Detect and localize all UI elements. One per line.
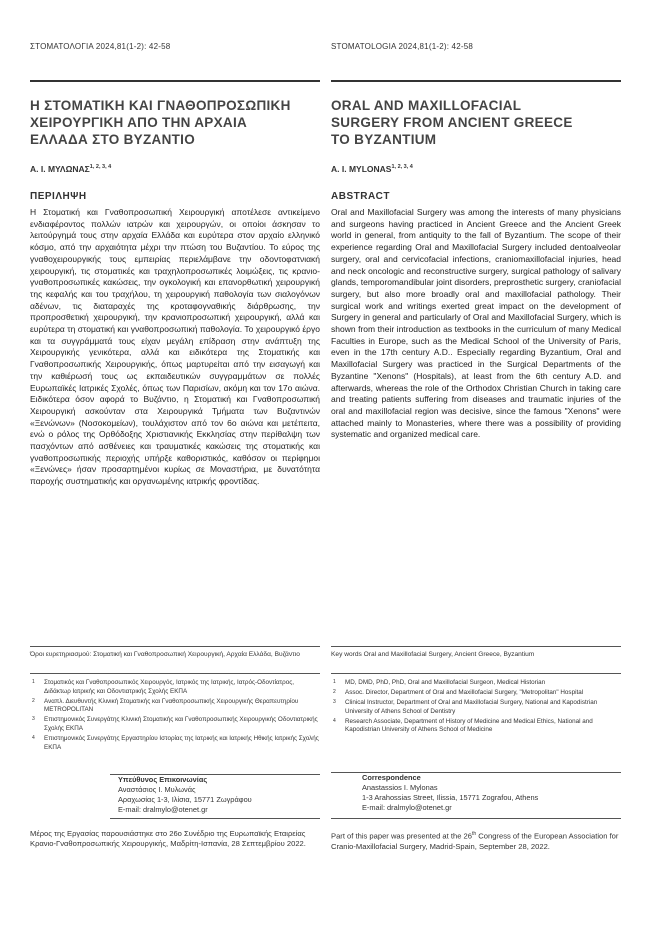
footnote-text: Part of this paper was presented at the 26 [331, 831, 472, 841]
abstract-greek: Η Στοματική και Γναθοπροσωπική Χειρουργική αποτέλεσε αντικείμενο ενδιαφέροντος πολλών ιατρών και χειρουργών, οι οποίοι άσκησαν το λειτούργημά τους στην αρχαία Ελλάδα και ευρύτερα στον αρχαίο ελληνικό κόσμο, από την αρχαιότητα μέχρι την πτώση του Βυζαντίου. Το εύρος της γναθοχειρουργικής τους εμπειρίας περιελάμβανε την οδοντοφατνιακή χειρουργική, τις στοματικές και τραχηλοπροσωπικές λοιμώξεις, τις κρανιο-γναθοπροσωπικές κακώσεις, την ογκολογική και επανορθωτική χειρουργική της κεφαλής και του τραχήλου, τη χειρουργική παθολογία των σιαλογόνων αδένων, τις διαταραχές της κροταφογναθικής διάρθρωσης, την προπροσθετική χειρουργική, την κρανιοπροσωπική χειρουργική, αλλά και ευρύτερα τη στοματική και γναθοπροσωπική παθολογία. Το χειρουργικό έργο και τα συγγράμματά τους είχαν μεγάλη επίδραση στην ανάπτυξη της Χειρουργικής γενικότερα, αλλά και ειδικότερα της Στοματικής και Γναθοπροσωπικής Χειρουργικής, όπως μαρτυρείται από την εισαγωγή και την καθιέρωσή τους ως εκπαιδευτικών συγγραμμάτων σε πολλές Ευρωπαϊκές Ιατρικές Σχολές, όπως των Παρισίων, ακόμη και τον 17ο αιώνα. Ειδικότερα όσον αφορά το Βυζάντιο, η Στοματική και Γναθοπροσωπική Χειρουργική ασκούνταν στα Χειρουργικά Τμήματα των Βυζαντινών «Ξενώνων» (Νοσοκομείων), τουλάχιστον από τον 6ο αιώνα και μετέπειτα, ενώ ο ρόλος της Ορθόδοξης Χριστιανικής Εκκλησίας στην περίθαλψη των πασχόντων από ασθένειες και τραυματικές κακώσεις της στοματικής και γναθοπροσωπικής περιοχής υπήρξε καθοριστικός, καθόσον οι περίφημοι «Ξενώνες» ήσαν προσαρτημένοι κυρίως σε Μοναστήρια, με δυνατότητα παροχής συστηματικής και οργανωμένης ιατρικής φροντίδας. [30, 207, 320, 487]
affiliation-item: 1 Στοματικός και Γναθοπροσωπικός Χειρουργός, Ιατρικός της Ιατρικής, Ιατρός-Οδοντίατρος, Διδάκτωρ Ιατρικής και Οδοντιατρικής Σχολής ΕΚΠΑ [32, 679, 295, 695]
section-heading-english: ABSTRACT [331, 191, 390, 202]
affiliation-item: 1 MD, DMD, PhD, PhD, Oral and Maxillofacial Surgeon, Medical Historian [333, 679, 546, 686]
title-line-2: SURGERY FROM ANCIENT GREECE [331, 115, 573, 130]
correspondence-email[interactable]: E-mail: dralmylo@otenet.gr [118, 805, 208, 814]
correspondence-greek [118, 775, 318, 815]
affiliation-item: 3 Clinical Instructor, Department of Oral and Maxillofacial Surgery, National and Kapodistrian University of Athens School of Dentistry [333, 699, 598, 715]
keywords-rule-greek [30, 646, 320, 647]
affiliation-item: 4 Research Associate, Department of History of Medicine and Medical Ethics, National and Kapodistrian University of Athens School of Medicine [333, 717, 593, 734]
affiliation-item: 4 Επιστημονικός Συνεργάτης Εργαστηρίου Ιστορίας της Ιατρικής και Ιατρικής Ηθικής Ιατρικής Σχολής ΕΚΠΑ [32, 735, 319, 751]
affiliations-rule-english [331, 673, 621, 674]
correspondence-name: Anastassios I. Mylonas [362, 783, 438, 792]
correspondence-name: Αναστάσιος Ι. Μυλωνάς [118, 785, 196, 794]
correspondence-english [362, 773, 620, 813]
correspondence-rule-bottom-english [331, 818, 621, 819]
correspondence-address: Αραχωσίας 1-3, Ιλίσια, 15771 Ζωγράφου [118, 795, 252, 804]
affiliation-item: 2 Assoc. Director, Department of Oral and Maxillofacial Surgery, "Metropolitan" Hospital [333, 689, 584, 697]
title-line-3: TO BYZANTIUM [331, 132, 437, 147]
section-heading-greek: ΠΕΡΙΛΗΨΗ [30, 191, 87, 202]
correspondence-email[interactable]: E-mail: dralmylo@otenet.gr [362, 803, 452, 812]
affiliation-item: 3 Επιστημονικός Συνεργάτης Κλινική Στοματικής και Γναθοπροσωπικής Χειρουργικής Οδοντιατρικής Σχολής ΕΚΠΑ [32, 716, 318, 732]
running-head-english: STOMATOLOGIA 2024,81(1-2): 42-58 [331, 42, 474, 51]
correspondence-address: 1-3 Arahossias Street, Ilissia, 15771 Zografou, Athens [362, 793, 539, 802]
keywords-rule-english [331, 646, 621, 647]
article-title-greek [30, 97, 320, 148]
author-superscript: 1, 2, 3, 4 [391, 164, 413, 171]
title-line-1: Η ΣΤΟΜΑΤΙΚΗ ΚΑΙ ΓΝΑΘΟΠΡΟΣΩΠΙΚΗ [30, 98, 291, 113]
running-head-greek: ΣΤΟΜΑΤΟΛΟΓΙΑ 2024,81(1-2): 42-58 [30, 42, 171, 51]
correspondence-heading: Υπεύθυνος Επικοινωνίας [118, 775, 208, 784]
title-line-3: ΕΛΛΑΔΑ ΣΤΟ ΒΥΖΑΝΤΙΟ [30, 132, 196, 147]
keywords-english: Key words Oral and Maxillofacial Surgery, Ancient Greece, Byzantium [331, 651, 535, 658]
footnote-superscript: th [472, 831, 477, 837]
author-greek [30, 164, 111, 174]
title-rule-english [331, 80, 621, 82]
affiliations-english [331, 679, 621, 737]
affiliations-rule-greek [30, 673, 320, 674]
footnote-text: Congress of the European Association for Cranio-Maxillofacial Surgery, Madrid-Spain, September 28, 2022. [331, 831, 619, 851]
correspondence-rule-bottom-greek [110, 818, 320, 819]
title-line-2: ΧΕΙΡΟΥΡΓΙΚΗ ΑΠΟ ΤΗΝ ΑΡΧΑΙΑ [30, 115, 248, 130]
title-line-1: ORAL AND MAXILLOFACIAL [331, 98, 522, 113]
footnote-greek: Μέρος της Εργασίας παρουσιάστηκε στο 26ο Συνέδριο της Ευρωπαϊκής Εταιρείας Κρανιο-Γναθοπροσωπικής Χειρουργικής, Μαδρίτη-Ισπανία, 28 Σεπτεμβρίου 2022. [30, 829, 306, 848]
author-english [331, 164, 413, 174]
keywords-greek: Όροι ευρετηριασμού: Στοματική και Γναθοπροσωπική Χειρουργική, Αρχαία Ελλάδα, Βυζάντιο [30, 651, 300, 658]
author-name: Α. Ι. ΜΥΛΩΝΑΣ [30, 164, 90, 174]
article-title-english [331, 97, 621, 148]
correspondence-heading: Correspondence [362, 773, 421, 782]
affiliation-item: 2 Αναπλ. Διευθυντής Κλινική Στοματικής και Γναθοπροσωπικής Χειρουργικής Θεραπευτηρίου METROPOLITAN [32, 697, 299, 714]
abstract-english: Oral and Maxillofacial Surgery was among the interests of many physicians and surgeons having practiced in Ancient Greece and the Ancient Greek world in general, from antiquity to the fall of Byzantium. The scope of their experience regarding Oral and Maxillofacial Surgery included dentoalveolar surgery, oral and cervicofacial infections, craniomaxillofacial injuries, head and neck oncologic and reconstructive surgery, surgical pathology of salivary glands, temporomandibular joint disorders, preprosthetic surgery, craniofacial surgery, but also more broadly oral and maxillofacial pathology. Their surgical work and writings exerted great impact on the development of Surgery in general and particularly of Oral and Maxillofacial Surgery, which is shown from their introduction as textbooks in the curriculum of many Medical Faculties in Europe, such as the Medical School of the University of Paris, even in the 17th century A.D.. Especially regarding Byzantium, Oral and Maxillofacial Surgery was practiced in the Surgical Departments of the Byzantine "Xenons" (Hospitals), at least from the 6th century A.D. and afterwards, whereas the role of the Orthodox Christian Church in taking care and treating patients suffering from diseases and traumatic injuries of the oral and maxillofacial region was decisive, since the famous "Xenons" were attached mainly to Monasteries, where there was a possibility of providing systematic and organized medical care. [331, 207, 621, 440]
author-name: A. I. MYLONAS [331, 164, 392, 174]
footnote-english [331, 829, 621, 852]
title-rule-greek [30, 80, 320, 82]
author-superscript: 1, 2, 3, 4 [89, 164, 112, 171]
affiliations-greek [30, 679, 320, 754]
